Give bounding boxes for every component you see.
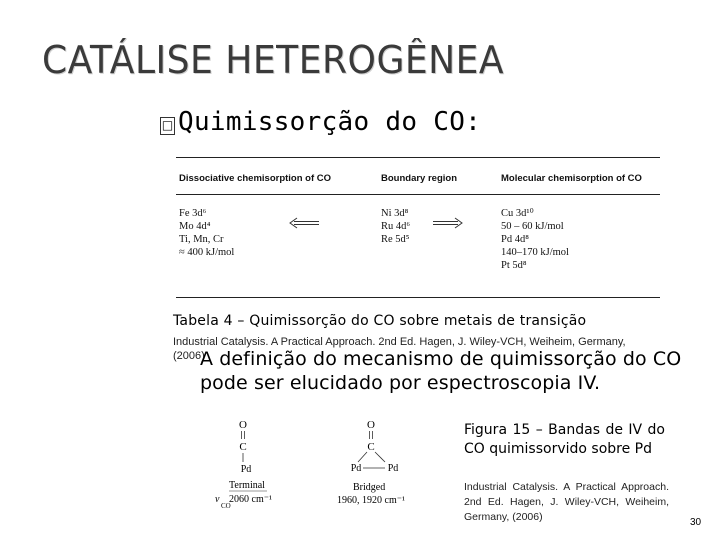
table-cell: 50 – 60 kJ/mol [501, 221, 564, 232]
atom-pd-bridged-left: Pd [350, 463, 362, 474]
table-col-boundary [381, 207, 410, 246]
double-arrow-left-icon [288, 217, 320, 229]
table-header-rule [176, 194, 660, 195]
subtitle: Quimissorção do CO: [178, 107, 482, 137]
table-bottom-rule [176, 297, 660, 298]
atom-o-bridged: O [367, 419, 375, 431]
atom-pd-bridged-right: Pd [387, 463, 399, 474]
atom-c-bridged: C [367, 441, 375, 453]
table-cell: ≈ 400 kJ/mol [179, 247, 235, 258]
table-cell: Cu 3d¹⁰ [501, 208, 534, 219]
bond-line [375, 452, 385, 462]
page-number: 30 [690, 517, 702, 528]
bridged-label: Bridged [353, 482, 386, 493]
atom-pd-terminal: Pd [240, 464, 252, 475]
reference-1-line2: (2006) [173, 350, 205, 362]
atom-o-terminal: O [239, 419, 247, 431]
table-caption: Tabela 4 – Quimissorção do CO sobre metais de transição [173, 313, 587, 329]
table-cell: 140–170 kJ/mol [501, 247, 569, 258]
chemisorption-table [176, 157, 660, 299]
table-col-molecular [501, 207, 569, 272]
table-top-rule [176, 157, 660, 158]
table-cell: Ru 4d⁶ [381, 221, 411, 232]
table-cell: Fe 3d⁶ [179, 208, 207, 219]
table-header-molecular: Molecular chemisorption of CO [501, 173, 642, 184]
bridged-frequency: 1960, 1920 cm⁻¹ [337, 495, 405, 506]
figure-caption: Figura 15 – Bandas de IV do CO quimissorvido sobre Pd [464, 422, 665, 457]
nu-symbol: ν [215, 494, 220, 505]
table-cell: Re 5d⁵ [381, 234, 410, 245]
table-cell: Ti, Mn, Cr [179, 234, 224, 245]
bond-line [358, 452, 367, 462]
double-arrow-right-icon [432, 217, 464, 229]
terminal-frequency: 2060 cm⁻¹ [229, 494, 272, 505]
atom-c-terminal: C [239, 441, 247, 453]
table-cell: Mo 4d⁴ [179, 221, 211, 232]
table-cell: Ni 3d⁸ [381, 208, 409, 219]
nu-subscript: CO [221, 502, 231, 510]
body-text: A definição do mecanismo de quimissorção do CO pode ser elucidado por espectroscopia IV. [200, 348, 682, 394]
terminal-label: Terminal [229, 480, 265, 491]
co-adsorption-figure [205, 412, 420, 514]
table-cell: Pt 5d⁸ [501, 260, 527, 271]
table-cell: Pd 4d⁸ [501, 234, 529, 245]
slide-title: CATÁLISE HETEROGÊNEA [42, 38, 505, 82]
table-header-dissociative: Dissociative chemisorption of CO [179, 173, 332, 184]
table-header-boundary: Boundary region [381, 173, 458, 184]
table-col-dissociative [179, 207, 234, 259]
bullet-icon: □ [160, 117, 175, 135]
reference-2: Industrial Catalysis. A Practical Approach. 2nd Ed. Hagen, J. Wiley-VCH, Weiheim, Germany, (2006) [464, 481, 669, 523]
reference-1-line1: Industrial Catalysis. A Practical Approach. 2nd Ed. Hagen, J. Wiley-VCH, Weiheim, Germany, [173, 336, 626, 348]
